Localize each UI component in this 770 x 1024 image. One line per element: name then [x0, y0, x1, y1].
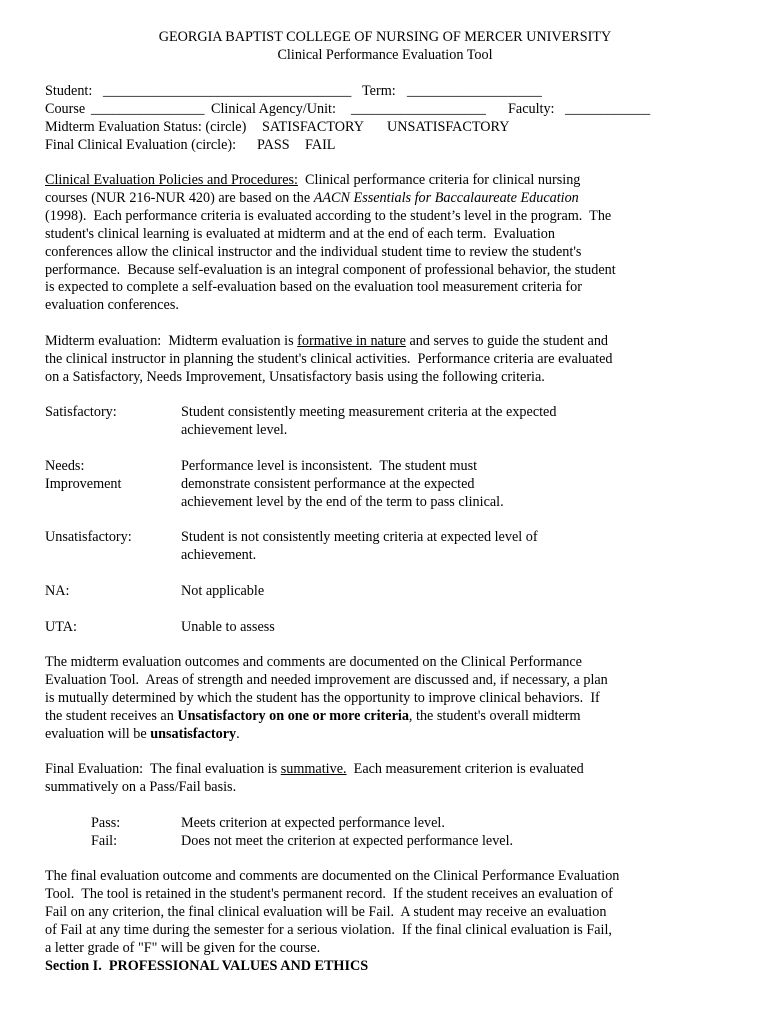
midterm-paragraph: Midterm evaluation: Midterm evaluation is formative in nature and serves to guide the student and the clinical instructor in planning the student's clinical activities. Performance criteria are evaluated on a Satisfactory, Needs Improvement, Unsatisfactory basis using the following criteria. [45, 333, 613, 385]
final-evaluation-paragraph: Final Evaluation: The final evaluation is summative. Each measurement criterion is evaluated summatively on a Pass/Fail basis. [45, 761, 584, 795]
clinical-agency-field[interactable]: ___________________ [351, 101, 486, 117]
clinical-agency-label: Clinical Agency/Unit: [211, 101, 336, 117]
faculty-label: Faculty: [508, 101, 555, 117]
criteria-def-uta: Unable to assess [181, 619, 275, 635]
policies-heading: Clinical Evaluation Policies and Procedures: [45, 172, 298, 188]
fail-definition: Does not meet the criterion at expected performance level. [181, 833, 514, 849]
criteria-def-unsatisfactory: Student is not consistently meeting criteria at expected level of achievement. [181, 529, 538, 563]
fail-term: Fail: [91, 833, 118, 849]
criteria-term-needs-improvement: Needs: Improvement [45, 458, 122, 492]
final-option-pass[interactable]: PASS [257, 137, 290, 153]
pass-term: Pass: [91, 815, 121, 831]
course-label: Course [45, 101, 86, 117]
student-field[interactable]: ___________________________________ [103, 83, 352, 99]
final-option-fail[interactable]: FAIL [305, 137, 336, 153]
final-outcome-paragraph: The final evaluation outcome and comments are documented on the Clinical Performance Evaluation Tool. The tool is retained in the student's permanent record. If the student receives an evaluation of Fail on any criterion, the final clinical evaluation will be Fail. A student may receive an evaluation of Fail at any time during the semester for a serious violation. If the final clinical evaluation is Fail, a letter grade of "F" will be given for the course. [45, 868, 620, 956]
student-label: Student: [45, 83, 93, 99]
course-field[interactable]: ________________ [91, 101, 205, 117]
section-heading: Section I. PROFESSIONAL VALUES AND ETHICS [45, 958, 369, 974]
criteria-term-uta: UTA: [45, 619, 77, 635]
term-label: Term: [362, 83, 396, 99]
criteria-def-satisfactory: Student consistently meeting measurement criteria at the expected achievement level. [181, 404, 557, 438]
criteria-term-unsatisfactory: Unsatisfactory: [45, 529, 132, 545]
form-title: Clinical Performance Evaluation Tool [277, 47, 493, 63]
pass-definition: Meets criterion at expected performance level. [181, 815, 445, 831]
midterm-outcome-paragraph: The midterm evaluation outcomes and comments are documented on the Clinical Performance Evaluation Tool. Areas of strength and needed improvement are discussed and, if necessary, a plan is mutually determined by which the student has the opportunity to improve clinical behaviors. If the student receives an Unsatisfactory on one or more criteria, the student's overall midterm evaluation will be unsatisfactory. [45, 654, 608, 742]
midterm-option-satisfactory[interactable]: SATISFACTORY [262, 119, 364, 135]
midterm-status-label: Midterm Evaluation Status: (circle) [45, 119, 247, 135]
aacn-essentials-title: AACN Essentials for Baccalaureate Education [313, 189, 579, 206]
institution-title: GEORGIA BAPTIST COLLEGE OF NURSING OF MERCER UNIVERSITY [158, 29, 612, 45]
criteria-def-needs-improvement: Performance level is inconsistent. The student must demonstrate consistent performance at the expected achievement level by the end of the term to pass clinical. [181, 458, 504, 510]
criteria-term-na: NA: [45, 583, 70, 599]
policies-paragraph: Clinical Evaluation Policies and Procedures: Clinical performance criteria for clinical nursing courses (NUR 216-NUR 420) are based on the AACN Essentials for Baccalaureate Education (1998). Each performance criteria is evaluated according to the student’s level in the program. The student's clinical learning is evaluated at midterm and at the end of each term. Evaluation conferences allow the clinical instructor and the individual student time to review the student's performance. Because self-evaluation is an integral component of professional behavior, the student is expected to complete a self-evaluation based on the evaluation tool measurement criteria for evaluation conferences. [45, 172, 616, 314]
criteria-def-na: Not applicable [181, 583, 265, 599]
faculty-field[interactable]: ____________ [565, 101, 651, 117]
term-field[interactable]: ___________________ [407, 83, 542, 99]
criteria-term-satisfactory: Satisfactory: [45, 404, 117, 420]
final-evaluation-label: Final Clinical Evaluation (circle): [45, 137, 237, 153]
midterm-option-unsatisfactory[interactable]: UNSATISFACTORY [387, 119, 510, 135]
